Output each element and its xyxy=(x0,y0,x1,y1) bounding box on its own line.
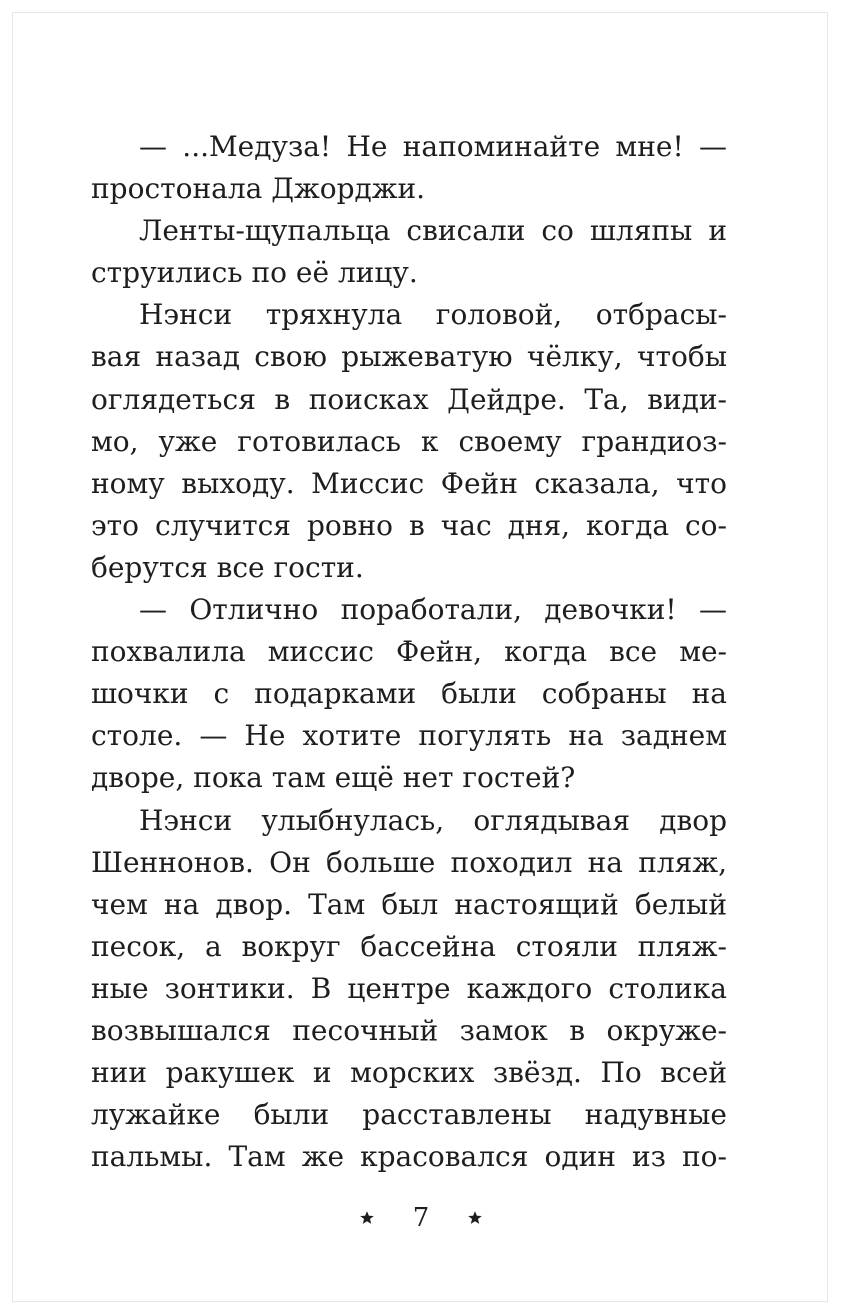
page-footer xyxy=(0,1198,842,1238)
text-line: вая назад свою рыжеватую чёлку, чтобы xyxy=(91,340,727,374)
text-line: песок, а вокруг бассейна стояли пляж- xyxy=(91,929,727,963)
text-line: шочки с подарками были собраны на xyxy=(91,677,727,711)
page-number: 7 xyxy=(412,1203,430,1233)
star-icon xyxy=(359,1210,375,1226)
text-line: это случится ровно в час дня, когда со- xyxy=(91,508,727,542)
text-line: струились по её лицу. xyxy=(91,256,418,290)
text-line: оглядеться в поисках Дейдре. Та, види- xyxy=(91,382,727,416)
text-line: Нэнси улыбнулась, оглядывая двор xyxy=(139,803,727,837)
text-line: ному выходу. Миссис Фейн сказала, что xyxy=(91,466,727,500)
text-line: берутся все гости. xyxy=(91,550,364,584)
star-icon xyxy=(467,1210,483,1226)
text-line: ные зонтики. В центре каждого столика xyxy=(91,971,727,1005)
text-line: нии ракушек и морских звёзд. По всей xyxy=(91,1056,727,1090)
text-line: похвалила миссис Фейн, когда все ме- xyxy=(91,635,727,669)
text-line: — ...Медуза! Не напоминайте мне! — xyxy=(139,130,727,163)
text-line: Шеннонов. Он больше походил на пляж, xyxy=(91,845,727,879)
body-text xyxy=(91,126,727,1178)
text-line: мо, уже готовилась к своему грандиоз- xyxy=(91,424,727,458)
text-line: столе. — Не хотите погулять на заднем xyxy=(91,719,727,753)
text-line: лужайке были расставлены надувные xyxy=(91,1098,727,1132)
text-line: — Отлично поработали, девочки! — xyxy=(139,593,727,627)
text-line: Ленты-щупальца свисали со шляпы и xyxy=(139,214,727,248)
text-line: Нэнси тряхнула головой, отбрасы- xyxy=(139,298,727,332)
book-page xyxy=(12,12,828,1302)
text-line: дворе, пока там ещё нет гостей? xyxy=(91,761,576,795)
text-line: чем на двор. Там был настоящий белый xyxy=(91,887,727,921)
text-line: пальмы. Там же красовался один из по- xyxy=(91,1140,727,1174)
text-line: возвышался песочный замок в окруже- xyxy=(91,1013,727,1047)
text-line: простонала Джорджи. xyxy=(91,172,426,206)
